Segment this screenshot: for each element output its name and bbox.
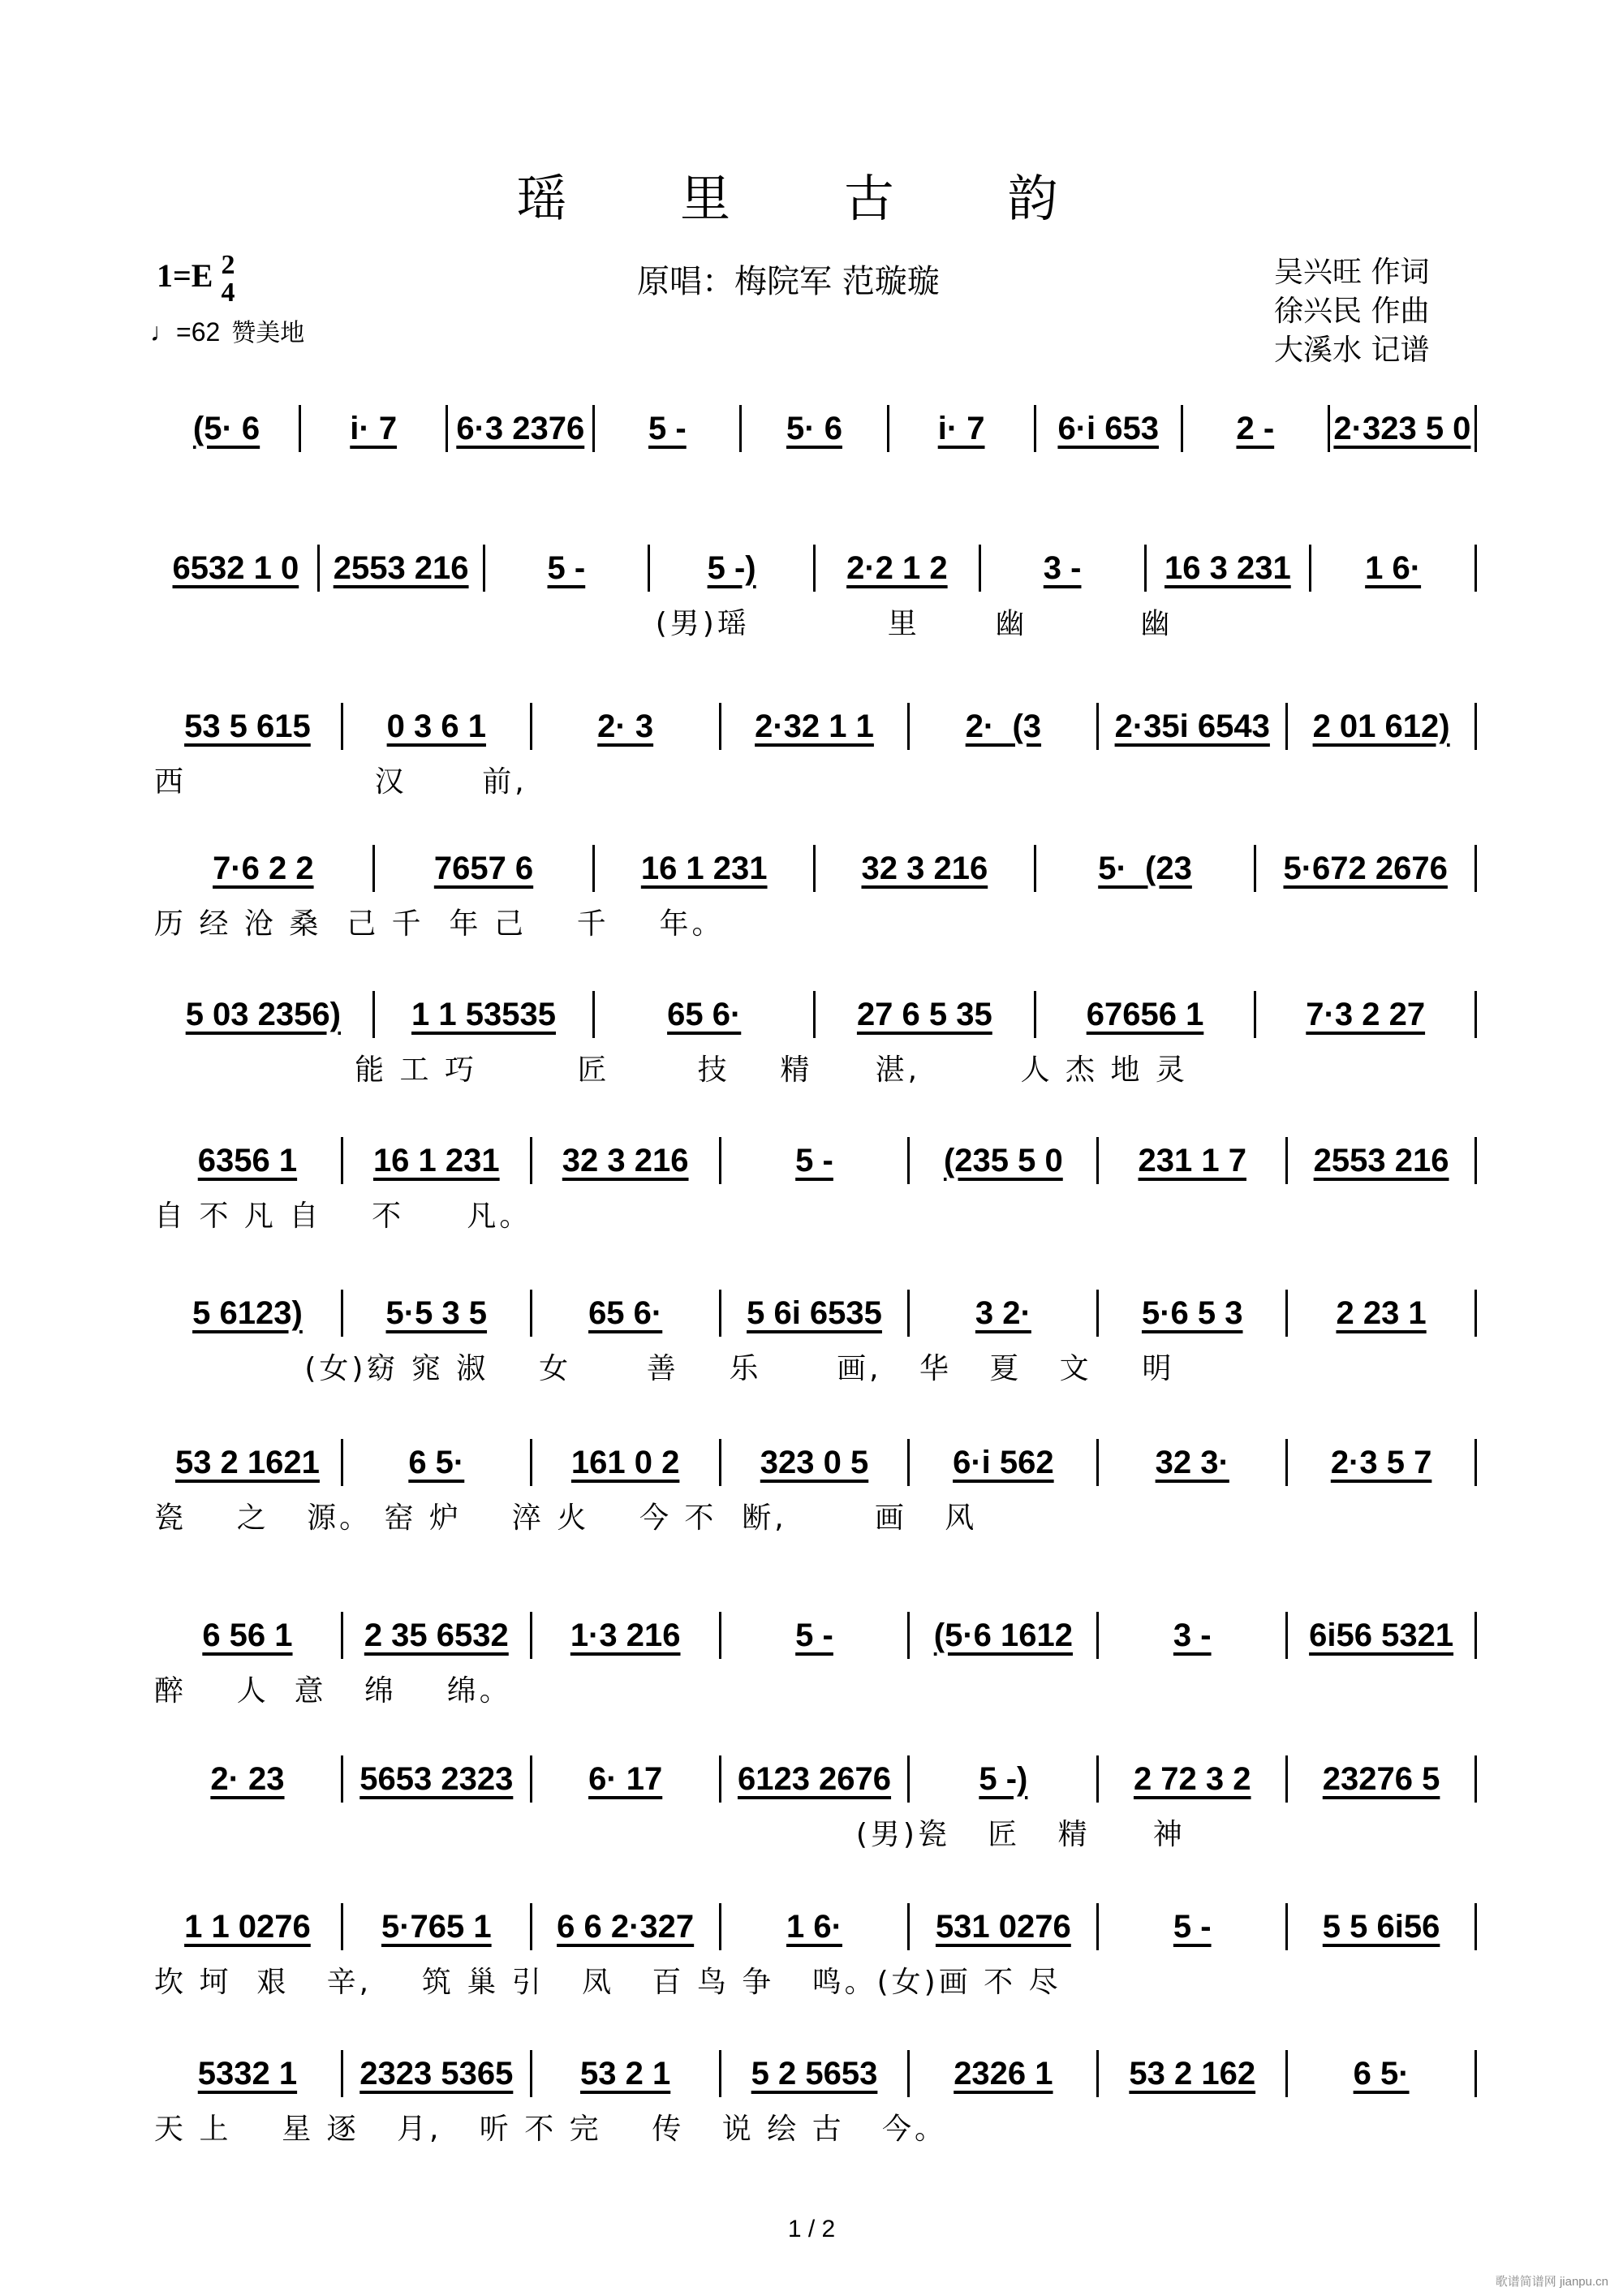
measure: 531 0276 (935, 1908, 1071, 1945)
notes-row (154, 1438, 1477, 1487)
measure: 6·i 653 (1057, 410, 1159, 446)
song-title: 瑶 里 古 韵 (516, 169, 1107, 228)
measure: 231 1 7 (1138, 1142, 1246, 1178)
score-line (154, 1438, 1477, 1536)
time-signature (221, 252, 235, 307)
notes-row (154, 1755, 1477, 1803)
lyrics: (男)瑶 里 幽 幽 (154, 607, 1173, 640)
lyrics: 醉 人 意 绵 绵。 (154, 1674, 512, 1708)
score-line (154, 990, 1477, 1088)
expression: 赞美地 (231, 320, 305, 347)
measure: 5 - (547, 549, 586, 586)
barline (1474, 845, 1477, 892)
barline (1474, 1903, 1477, 1950)
measure: 5653 2323 (359, 1760, 514, 1797)
key: 1=E (157, 257, 213, 295)
measure: 2326 1 (954, 2055, 1053, 2091)
measure: 3 - (1043, 549, 1082, 586)
lyrics: 天 上 星 逐 月, 听 不 完 传 说 绘 古 今。 (154, 2113, 947, 2146)
measure: 6356 1 (197, 1142, 298, 1178)
key-signature (157, 252, 235, 307)
measure: 5 - (648, 410, 687, 446)
measure: 1·3 216 (570, 1617, 681, 1653)
measure: 6·i 562 (953, 1444, 1054, 1480)
measure: 5 03 2356) (185, 996, 341, 1032)
measure: 2· 3 (597, 708, 654, 744)
composer: 徐兴民 作曲 (1274, 295, 1430, 328)
barline (1474, 1290, 1477, 1337)
lyrics: 瓷 之 源。 窑 炉 淬 火 今 不 断, 画 风 (154, 1501, 978, 1535)
notes-row (154, 544, 1477, 592)
barline (1474, 1439, 1477, 1486)
measure: 16 3 231 (1165, 549, 1291, 586)
measure: 5 - (795, 1142, 833, 1178)
measure: 65 6· (588, 1294, 663, 1331)
measure: 1 1 53535 (411, 996, 556, 1032)
measure: 5 -) (707, 549, 756, 586)
measure: 5 6123) (192, 1294, 303, 1331)
notes-row (154, 1136, 1477, 1185)
time-top: 2 (221, 250, 235, 280)
measure: 53 2 1 (580, 2055, 671, 2091)
tempo-mark: ♩=62 (150, 317, 221, 347)
measure: 7·6 2 2 (213, 850, 314, 886)
measure: 1 6· (786, 1908, 842, 1945)
lyrics: (男)瓷 匠 精 神 (154, 1818, 1186, 1851)
measure: 6532 1 0 (172, 549, 299, 586)
measure: 53 2 162 (1129, 2055, 1256, 2091)
measure: 5· (23 (1098, 850, 1192, 886)
measure: 53 5 615 (184, 708, 311, 744)
notes-row (154, 1289, 1477, 1338)
measure: 2·2 1 2 (846, 549, 948, 586)
measure: 32 3· (1155, 1444, 1229, 1480)
watermark: 歌谱简谱网 jianpu.cn (1495, 2275, 1608, 2289)
time-bottom: 4 (221, 278, 235, 308)
barline (1474, 1137, 1477, 1184)
measure: 2· (3 (965, 708, 1042, 744)
measure: 2 23 1 (1336, 1294, 1427, 1331)
measure: 1 1 0276 (184, 1908, 311, 1945)
measure: 6 56 1 (202, 1617, 293, 1653)
measure: 5332 1 (197, 2055, 298, 2091)
measure: 2 01 612) (1312, 708, 1450, 744)
lyricist: 吴兴旺 作词 (1274, 256, 1430, 289)
measure: 6 5· (408, 1444, 465, 1480)
measure: 6 5· (1353, 2055, 1410, 2091)
measure: 2·323 5 0 (1333, 410, 1471, 446)
measure: (5·6 1612 (933, 1617, 1073, 1653)
measure: 2·35i 6543 (1114, 708, 1270, 744)
score-line (154, 702, 1477, 800)
credits (1274, 253, 1429, 370)
measure: 7·3 2 27 (1306, 996, 1426, 1032)
measure: 5· 6 (786, 410, 842, 446)
score-line (154, 1902, 1477, 2001)
measure: 5 6i 6535 (747, 1294, 882, 1331)
measure: 27 6 5 35 (856, 996, 992, 1032)
measure: 67656 1 (1086, 996, 1204, 1032)
lyrics: 西 汉 前, (154, 765, 527, 799)
measure: 2 72 3 2 (1133, 1760, 1251, 1797)
measure: 2323 5365 (359, 2055, 514, 2091)
barline (1474, 1755, 1477, 1803)
measure: 5·5 3 5 (385, 1294, 488, 1331)
notes-row (154, 404, 1477, 453)
measure: 0 3 6 1 (386, 708, 486, 744)
score-line (154, 1289, 1477, 1387)
lyrics: 坎 坷 艰 辛, 筑 巢 引 凤 百 鸟 争 鸣。(女)画 不 尽 (154, 1966, 1061, 1999)
tempo (150, 312, 304, 348)
measure: 6·3 2376 (456, 410, 585, 446)
lyrics: 能 工 巧 匠 技 精 湛, 人 杰 地 灵 (154, 1053, 1188, 1087)
measure: 6 6 2·327 (557, 1908, 695, 1945)
lyrics: (女)窈 窕 淑 女 善 乐 画, 华 夏 文 明 (154, 1352, 1175, 1385)
measure: 2·32 1 1 (755, 708, 874, 744)
score-line (154, 1755, 1477, 1853)
barline (1474, 405, 1477, 452)
measure: 2553 216 (1313, 1142, 1449, 1178)
measure: 3 2· (975, 1294, 1031, 1331)
measure: 5·672 2676 (1283, 850, 1448, 886)
score-line (154, 1136, 1477, 1234)
measure: 6· 17 (588, 1760, 663, 1797)
page-number: 1 / 2 (787, 2216, 836, 2242)
measure: 5 - (1173, 1908, 1212, 1945)
barline (1474, 545, 1477, 592)
measure: 5 2 5653 (751, 2055, 878, 2091)
measure: i· 7 (937, 410, 985, 446)
measure: 2· 23 (210, 1760, 285, 1797)
notes-row (154, 2049, 1477, 2098)
notes-row (154, 1902, 1477, 1951)
measure: 23276 5 (1322, 1760, 1440, 1797)
lyrics: 历 经 沧 桑 己 千 年 己 千 年。 (154, 907, 725, 941)
measure: 161 0 2 (570, 1444, 680, 1480)
measure: 7657 6 (433, 850, 534, 886)
measure: 65 6· (667, 996, 742, 1032)
measure: 16 1 231 (640, 850, 768, 886)
measure: 16 1 231 (372, 1142, 500, 1178)
barline (1474, 991, 1477, 1038)
measure: 2 35 6532 (364, 1617, 509, 1653)
measure: 53 2 1621 (174, 1444, 320, 1480)
measure: i· 7 (350, 410, 398, 446)
measure: (5· 6 (192, 410, 260, 446)
measure: 2·3 5 7 (1330, 1444, 1432, 1480)
measure: 5 - (795, 1617, 833, 1653)
notes-row (154, 844, 1477, 893)
measure: 2553 216 (333, 549, 469, 586)
original-singer: 原唱：梅院军 范璇璇 (637, 263, 940, 300)
measure: 5 5 6i56 (1322, 1908, 1440, 1945)
transcriber: 大溪水 记谱 (1274, 334, 1430, 367)
score-line (154, 2049, 1477, 2147)
measure: 1 6· (1365, 549, 1422, 586)
score-line (154, 844, 1477, 942)
lyrics: 自 不 凡 自 不 凡。 (154, 1200, 532, 1233)
measure: 32 3 216 (562, 1142, 689, 1178)
measure: 32 3 216 (861, 850, 988, 886)
measure: 2 - (1236, 410, 1275, 446)
measure: 6i56 5321 (1309, 1617, 1454, 1653)
score-line (154, 1611, 1477, 1709)
barline (1474, 2050, 1477, 2097)
notes-row (154, 990, 1477, 1039)
score-line (154, 404, 1477, 461)
notes-row (154, 702, 1477, 751)
measure: 5 -) (979, 1760, 1028, 1797)
measure: 6123 2676 (737, 1760, 892, 1797)
measure: 3 - (1173, 1617, 1212, 1653)
measure: 5·6 5 3 (1141, 1294, 1243, 1331)
measure: 323 0 5 (760, 1444, 869, 1480)
barline (1474, 1612, 1477, 1659)
barline (1474, 703, 1477, 750)
measure: (235 5 0 (943, 1142, 1063, 1178)
measure: 5·765 1 (381, 1908, 492, 1945)
notes-row (154, 1611, 1477, 1660)
score-line (154, 544, 1477, 642)
